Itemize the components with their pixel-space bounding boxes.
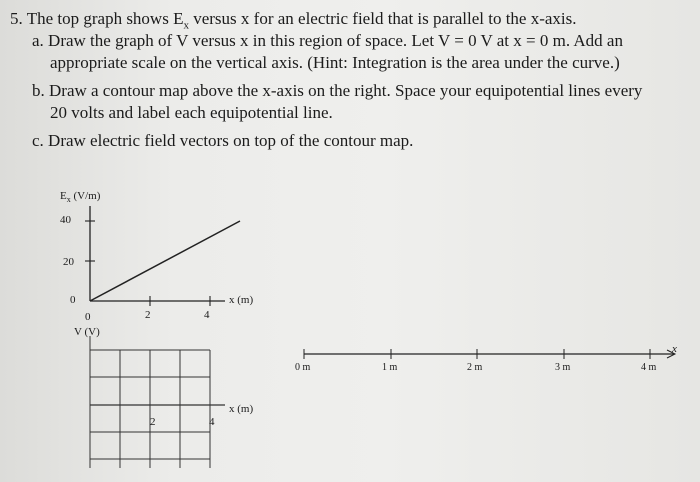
top-x-tick-2: 2 — [145, 309, 151, 321]
intro-text: The top graph shows $E_x$ versus x for an electric field that is parallel to the x-axis. — [26, 9, 577, 32]
part-a-label: a. — [32, 31, 44, 50]
part-b-label: b. — [32, 81, 45, 100]
right-tick-3m: 3 m — [555, 362, 571, 373]
bottom-graph-grid — [90, 336, 225, 468]
right-tick-0m: 0 m — [295, 362, 311, 373]
right-axis-label: x — [672, 343, 677, 355]
top-y-tick-40: 40 — [60, 214, 71, 226]
right-tick-2m: 2 m — [467, 362, 483, 373]
right-tick-1m: 1 m — [382, 362, 398, 373]
part-a-line2: appropriate scale on the vertical axis. (Hint: Integration is the area under the curve.) — [50, 53, 620, 72]
bottom-graph-ylabel: V (V) — [74, 326, 100, 338]
bottom-x-tick-2: 2 — [150, 416, 156, 428]
top-graph — [85, 206, 240, 306]
top-y-tick-20: 20 — [63, 256, 74, 268]
part-c-label: c. — [32, 131, 44, 150]
part-c-line1: c. Draw electric field vectors on top of the contour map. — [32, 131, 414, 150]
part-b-line1: b. Draw a contour map above the x-axis on the right. Space your equipotential lines every — [32, 81, 643, 100]
ex-data-line — [90, 221, 240, 301]
top-y-tick-0: 0 — [70, 294, 76, 306]
bottom-xlabel: x (m) — [229, 403, 254, 415]
right-tick-4m: 4 m — [641, 362, 657, 373]
bottom-x-tick-4: 4 — [209, 416, 215, 428]
top-x-tick-4: 4 — [204, 309, 210, 321]
problem-number: 5. — [10, 9, 23, 28]
top-xlabel: x (m) — [229, 294, 254, 306]
right-number-line — [304, 349, 675, 359]
top-x-tick-0: 0 — [85, 311, 91, 323]
part-a-line1: a. Draw the graph of V versus x in this region of space. Let V = 0 V at x = 0 m. Add an — [32, 31, 623, 50]
part-b-line2: 20 volts and label each equipotential line. — [50, 103, 333, 122]
top-graph-ylabel: $E_x$ (V/m) — [60, 190, 101, 205]
